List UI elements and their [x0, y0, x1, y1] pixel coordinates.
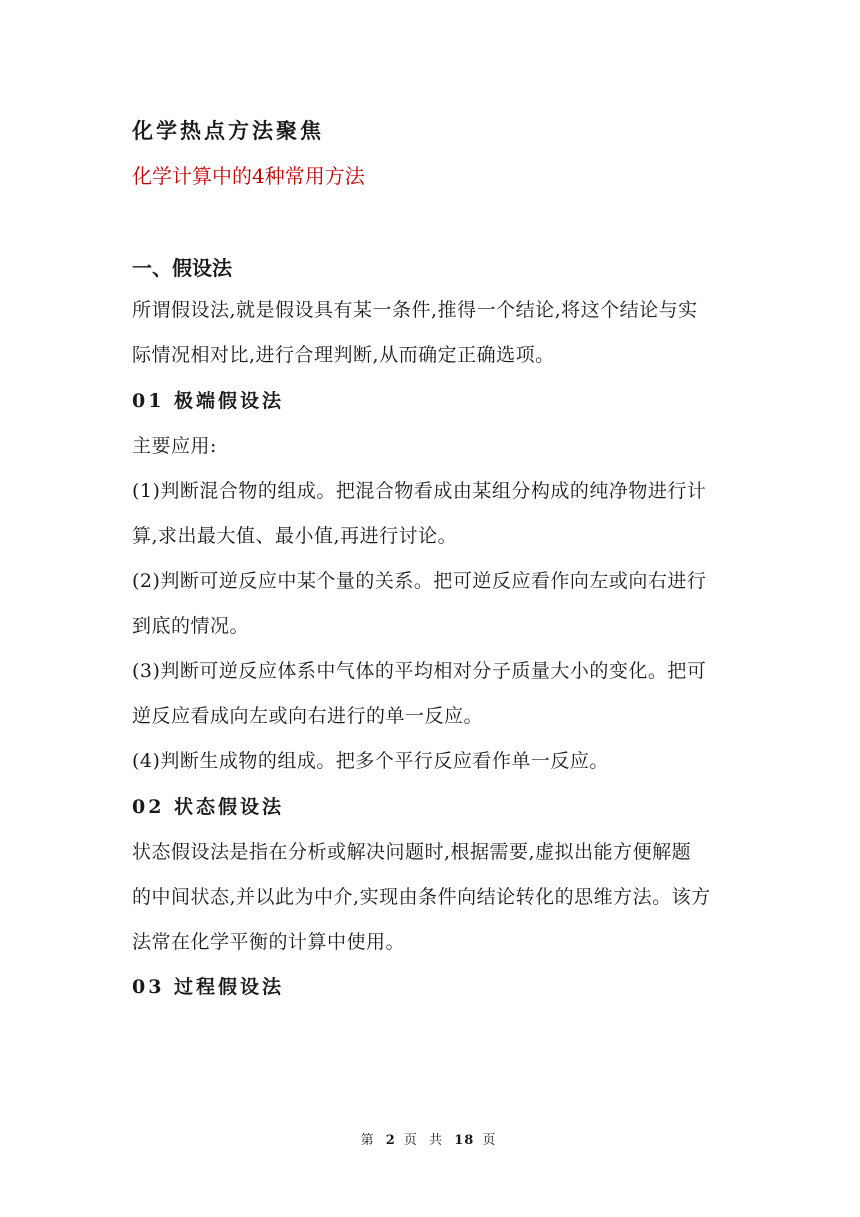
list-item-line: 到底的情况。: [132, 615, 250, 637]
subsection-heading-01: 01 极端假设法: [132, 390, 285, 412]
list-item-line: (4)判断生成物的组成。把多个平行反应看作单一反应。: [132, 750, 609, 772]
paragraph-line: 际情况相对比,进行合理判断,从而确定正确选项。: [132, 344, 555, 366]
section-heading-assumption: 一、假设法: [132, 256, 232, 280]
page-footer: [0, 1129, 860, 1148]
list-item-line: 逆反应看成向左或向右进行的单一反应。: [132, 705, 484, 727]
list-item-line: (3)判断可逆反应体系中气体的平均相对分子质量大小的变化。把可: [132, 660, 707, 682]
subsection-heading-02: 02 状态假设法: [132, 796, 285, 818]
footer-prefix: 第: [360, 1133, 378, 1148]
footer-middle: 页 共: [403, 1133, 447, 1148]
list-item-line: 算,求出最大值、最小值,再进行讨论。: [132, 525, 458, 547]
document-title: 化学热点方法聚焦: [132, 118, 324, 143]
footer-total-pages: 18: [454, 1133, 475, 1148]
paragraph-line: 所谓假设法,就是假设具有某一条件,推得一个结论,将这个结论与实: [132, 299, 698, 321]
paragraph-line: 主要应用:: [132, 435, 217, 457]
footer-suffix: 页: [482, 1133, 500, 1148]
paragraph-line: 法常在化学平衡的计算中使用。: [132, 931, 406, 953]
paragraph-line: 的中间状态,并以此为中介,实现由条件向结论转化的思维方法。该方: [132, 886, 711, 908]
document-subtitle: 化学计算中的4种常用方法: [132, 164, 365, 188]
subsection-heading-03: 03 过程假设法: [132, 976, 285, 998]
list-item-line: (1)判断混合物的组成。把混合物看成由某组分构成的纯净物进行计: [132, 480, 707, 502]
paragraph-line: 状态假设法是指在分析或解决问题时,根据需要,虚拟出能方便解题: [132, 841, 692, 863]
list-item-line: (2)判断可逆反应中某个量的关系。把可逆反应看作向左或向右进行: [132, 570, 707, 592]
footer-current-page: 2: [385, 1133, 396, 1148]
